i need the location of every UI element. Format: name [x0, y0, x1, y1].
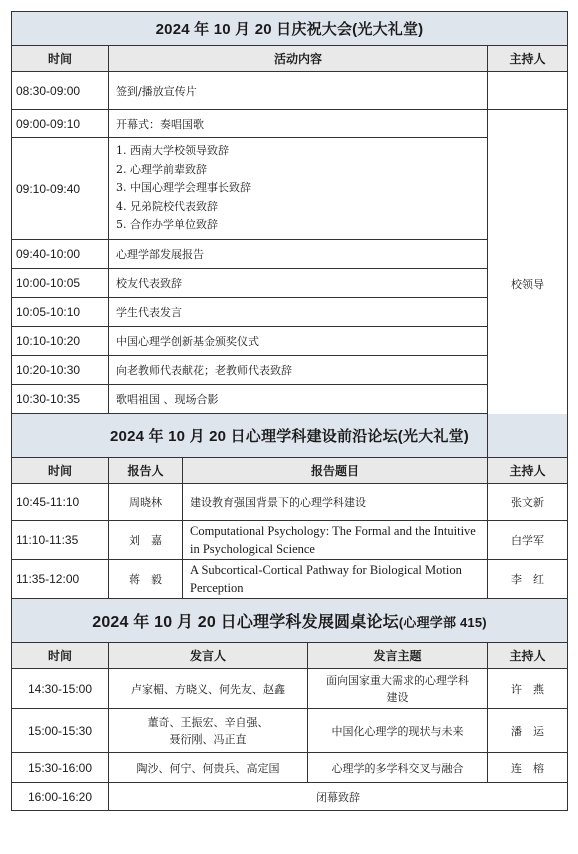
ceremony-table — [11, 11, 568, 458]
time-cell: 10:20-10:30 — [12, 356, 109, 385]
table-row — [12, 356, 568, 385]
table-row — [12, 709, 568, 753]
roundtable-title-text: 2024 年 10 月 20 日心理学科发展圆桌论坛 — [92, 614, 399, 631]
speech-list — [109, 138, 488, 240]
schedule-document — [11, 11, 567, 811]
header-time: 时间 — [12, 46, 109, 72]
speakers-cell: 董奇、王振宏、辛自强、聂衍刚、冯正直 — [109, 709, 308, 753]
roundtable-table — [11, 598, 568, 811]
roundtable-venue: (心理学部 415) — [398, 615, 487, 630]
time-cell: 10:05-10:10 — [12, 298, 109, 327]
table-row — [12, 560, 568, 599]
activity-cell: 向老教师代表献花；老教师代表致辞 — [109, 356, 488, 385]
table-row — [12, 783, 568, 811]
header-time: 时间 — [12, 458, 109, 484]
host-cell: 张文新 — [488, 484, 568, 521]
theme-cell: 面向国家重大需求的心理学科建设 — [308, 669, 488, 709]
host-cell: 白学军 — [488, 521, 568, 560]
host-cell: 李 红 — [488, 560, 568, 599]
time-cell: 09:10-09:40 — [12, 138, 109, 240]
speakers-cell: 陶沙、何宁、何贵兵、高定国 — [109, 753, 308, 783]
table-row — [12, 240, 568, 269]
table-row — [12, 327, 568, 356]
header-theme: 发言主题 — [308, 643, 488, 669]
closing-cell: 闭幕致辞 — [109, 783, 568, 811]
forum-table — [11, 457, 568, 599]
list-item: 3. 中国心理学会理事长致辞 — [116, 181, 251, 195]
time-cell: 10:10-10:20 — [12, 327, 109, 356]
topic-cell: 建设教育强国背景下的心理学科建设 — [183, 484, 488, 521]
table-row — [12, 269, 568, 298]
header-topic: 报告题目 — [183, 458, 488, 484]
table-row — [12, 72, 568, 110]
list-item: 5. 合作办学单位致辞 — [116, 218, 218, 232]
activity-cell: 心理学部发展报告 — [109, 240, 488, 269]
table-row — [12, 385, 568, 414]
table-row — [12, 753, 568, 783]
theme-cell: 中国化心理学的现状与未来 — [308, 709, 488, 753]
ceremony-title: 2024 年 10 月 20 日庆祝大会(光大礼堂) — [12, 12, 568, 46]
activity-cell: 开幕式：奏唱国歌 — [109, 110, 488, 138]
header-host: 主持人 — [488, 458, 568, 484]
header-speaker: 报告人 — [109, 458, 183, 484]
time-cell: 14:30-15:00 — [12, 669, 109, 709]
host-cell: 许 燕 — [488, 669, 568, 709]
table-row — [12, 484, 568, 521]
time-cell: 15:00-15:30 — [12, 709, 109, 753]
table-row — [12, 138, 568, 240]
host-cell: 连 榕 — [488, 753, 568, 783]
host-cell: 潘 运 — [488, 709, 568, 753]
speaker-cell: 蒋 毅 — [109, 560, 183, 599]
header-activity: 活动内容 — [109, 46, 488, 72]
table-row — [12, 298, 568, 327]
activity-cell: 学生代表发言 — [109, 298, 488, 327]
table-row — [12, 669, 568, 709]
speaker-cell: 刘 嘉 — [109, 521, 183, 560]
time-cell: 16:00-16:20 — [12, 783, 109, 811]
time-cell: 10:30-10:35 — [12, 385, 109, 414]
host-cell-empty — [488, 72, 568, 110]
roundtable-title — [12, 599, 568, 643]
time-cell: 10:00-10:05 — [12, 269, 109, 298]
speaker-cell: 周晓林 — [109, 484, 183, 521]
ceremony-host: 校领导 — [488, 110, 568, 458]
theme-cell: 心理学的多学科交叉与融合 — [308, 753, 488, 783]
time-cell: 15:30-16:00 — [12, 753, 109, 783]
table-row — [12, 521, 568, 560]
list-item: 2. 心理学前辈致辞 — [116, 162, 207, 176]
topic-cell: A Subcortical-Cortical Pathway for Biological Motion Perception — [183, 560, 488, 599]
time-cell: 09:00-09:10 — [12, 110, 109, 138]
list-item: 1. 西南大学校领导致辞 — [116, 144, 229, 158]
time-cell: 08:30-09:00 — [12, 72, 109, 110]
topic-cell: Computational Psychology: The Formal and the Intuitive in Psychological Science — [183, 521, 488, 560]
activity-cell: 歌唱祖国 、现场合影 — [109, 385, 488, 414]
activity-cell: 中国心理学创新基金颁奖仪式 — [109, 327, 488, 356]
time-cell: 10:45-11:10 — [12, 484, 109, 521]
header-speakers: 发言人 — [109, 643, 308, 669]
header-time: 时间 — [12, 643, 109, 669]
header-host: 主持人 — [488, 46, 568, 72]
header-host: 主持人 — [488, 643, 568, 669]
time-cell: 09:40-10:00 — [12, 240, 109, 269]
table-row — [12, 110, 568, 138]
activity-cell: 签到/播放宣传片 — [109, 72, 488, 110]
activity-cell: 校友代表致辞 — [109, 269, 488, 298]
speakers-cell: 卢家楣、方晓义、何先友、赵鑫 — [109, 669, 308, 709]
time-cell: 11:10-11:35 — [12, 521, 109, 560]
list-item: 4. 兄弟院校代表致辞 — [116, 199, 218, 213]
time-cell: 11:35-12:00 — [12, 560, 109, 599]
forum-title: 2024 年 10 月 20 日心理学科建设前沿论坛(光大礼堂) — [12, 414, 568, 458]
